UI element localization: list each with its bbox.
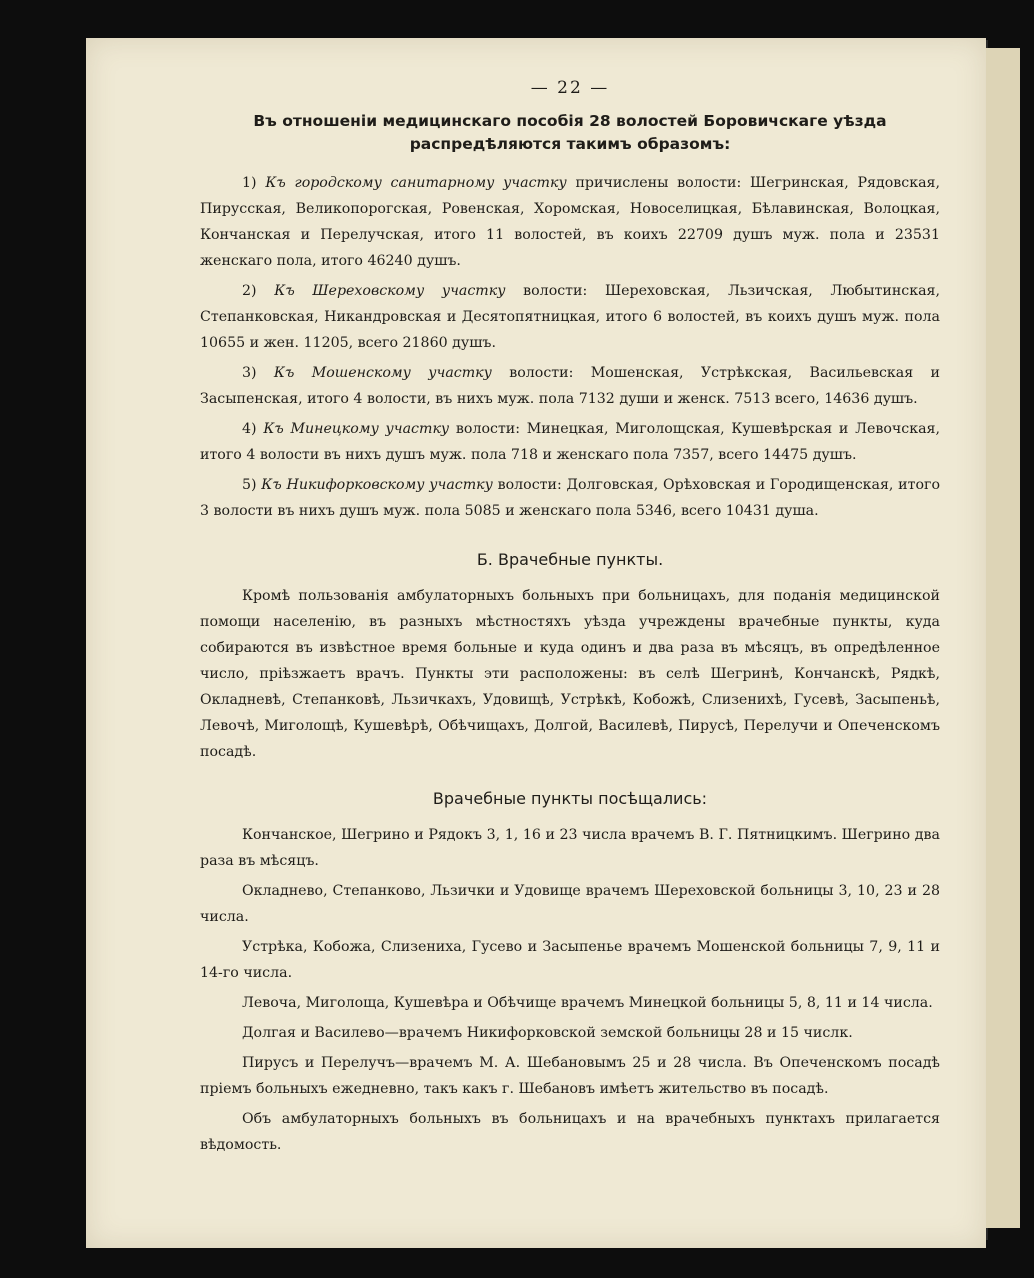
district-item bbox=[200, 360, 940, 412]
district-name: Къ Минецкому участку bbox=[263, 421, 450, 437]
district-text: волости: Долговская, Орѣховская и Городищенская, итого 3 волости въ нихъ душъ муж. пола 5085 и женскаго пола 5346, всего 10431 душа. bbox=[200, 477, 940, 519]
district-item bbox=[200, 170, 940, 274]
district-item bbox=[200, 416, 940, 468]
district-text: причислены волости: Шегринская, Рядовская, Пирусская, Великопорогская, Ровенская, Хоромская, Новоселицкая, Бѣлавинская, Волоцкая, Кончанская и Перелучская, итого 11 волостей, въ коихъ 22709 душъ муж. пола и 23531 женскаго пола, итого 46240 душъ. bbox=[200, 175, 940, 269]
district-number: 1) bbox=[242, 175, 257, 191]
district-text: волости: Минецкая, Миголощская, Кушевѣрская и Левочская, итого 4 волости въ нихъ душъ муж. пола 718 и женскаго пола 7357, всего 14475 душъ. bbox=[200, 421, 941, 463]
district-item bbox=[200, 278, 940, 356]
visit-item: Долгая и Василево—врачемъ Никифорковской земской больницы 28 и 15 числк. bbox=[242, 1025, 853, 1041]
district-number: 3) bbox=[242, 365, 257, 381]
page-number: — 22 — bbox=[530, 78, 610, 98]
visit-item: Устрѣка, Кобожа, Слизениха, Гусево и Засыпенье врачемъ Мошенской больницы 7, 9, 11 и 14-го числа. bbox=[200, 939, 940, 981]
district-text: волости: Мошенская, Устрѣкская, Васильевская и Засыпенская, итого 4 волости, въ нихъ муж. пола 7132 души и женск. 7513 всего, 14636 душъ. bbox=[200, 365, 940, 407]
visits-list bbox=[200, 822, 940, 1158]
section-b-title: Б. Врачебные пункты. bbox=[476, 550, 664, 569]
district-item bbox=[200, 472, 940, 524]
page-heading: Въ отношеніи медицинскаго пособія 28 волостей Боровичскаге уѣзда распредѣляются такимъ образомъ: bbox=[253, 112, 887, 153]
district-name: Къ городскому санитарному участку bbox=[265, 175, 567, 191]
visits-title: Врачебные пункты посѣщались: bbox=[432, 789, 708, 808]
visit-item: Левоча, Миголоща, Кушевѣра и Обѣчище врачемъ Минецкой больницы 5, 8, 11 и 14 числа. bbox=[242, 995, 933, 1011]
district-number: 5) bbox=[242, 477, 257, 493]
district-number: 4) bbox=[242, 421, 257, 437]
adjacent-page-edge bbox=[986, 48, 1020, 1228]
visit-item: Пирусъ и Перелучъ—врачемъ М. А. Шебановымъ 25 и 28 числа. Въ Опеченскомъ посадѣ пріемъ больныхъ ежедневно, такъ какъ г. Шебановъ имѣетъ жительство въ посадѣ. bbox=[200, 1055, 940, 1097]
visit-item: Объ амбулаторныхъ больныхъ въ больницахъ и на врачебныхъ пунктахъ прилагается вѣдомость. bbox=[200, 1111, 940, 1153]
section-b-paragraph: Кромѣ пользованія амбулаторныхъ больныхъ при больницахъ, для поданія медицинской помощи населенію, въ разныхъ мѣстностяхъ уѣзда учреждены врачебные пункты, куда собираются въ извѣстное время больные и куда одинъ и два раза въ мѣсяцъ, въ опредѣленное число, пріѣзжаетъ врачъ. Пункты эти расположены: въ селѣ Шегринѣ, Кончанскѣ, Рядкѣ, Окладневѣ, Степанковѣ, Льзичкахъ, Удовищѣ, Устрѣкѣ, Кобожѣ, Слизенихѣ, Гусевѣ, Засыпеньѣ, Левочѣ, Миголощѣ, Кушевѣрѣ, Обѣчищахъ, Долгой, Василевѣ, Пирусѣ, Перелучи и Опеченскомъ посадѣ. bbox=[200, 588, 940, 760]
visit-item: Кончанское, Шегрино и Рядокъ 3, 1, 16 и 23 числа врачемъ В. Г. Пятницкимъ. Шегрино два раза въ мѣсяцъ. bbox=[200, 827, 940, 869]
page-content bbox=[200, 78, 940, 1162]
district-name: Къ Шереховскому участку bbox=[274, 283, 506, 299]
district-name: Къ Никифорковскому участку bbox=[261, 477, 493, 493]
district-number: 2) bbox=[242, 283, 257, 299]
visit-item: Окладнево, Степанково, Льзички и Удовище врачемъ Шереховской больницы 3, 10, 23 и 28 числа. bbox=[200, 883, 940, 925]
district-text: волости: Шереховская, Льзичская, Любытинская, Степанковская, Никандровская и Десятопятницкая, итого 6 волостей, въ коихъ душъ муж. пола 10655 и жен. 11205, всего 21860 душъ. bbox=[200, 283, 941, 351]
document-page bbox=[86, 38, 986, 1248]
district-list bbox=[200, 170, 940, 524]
district-name: Къ Мошенскому участку bbox=[273, 365, 492, 381]
